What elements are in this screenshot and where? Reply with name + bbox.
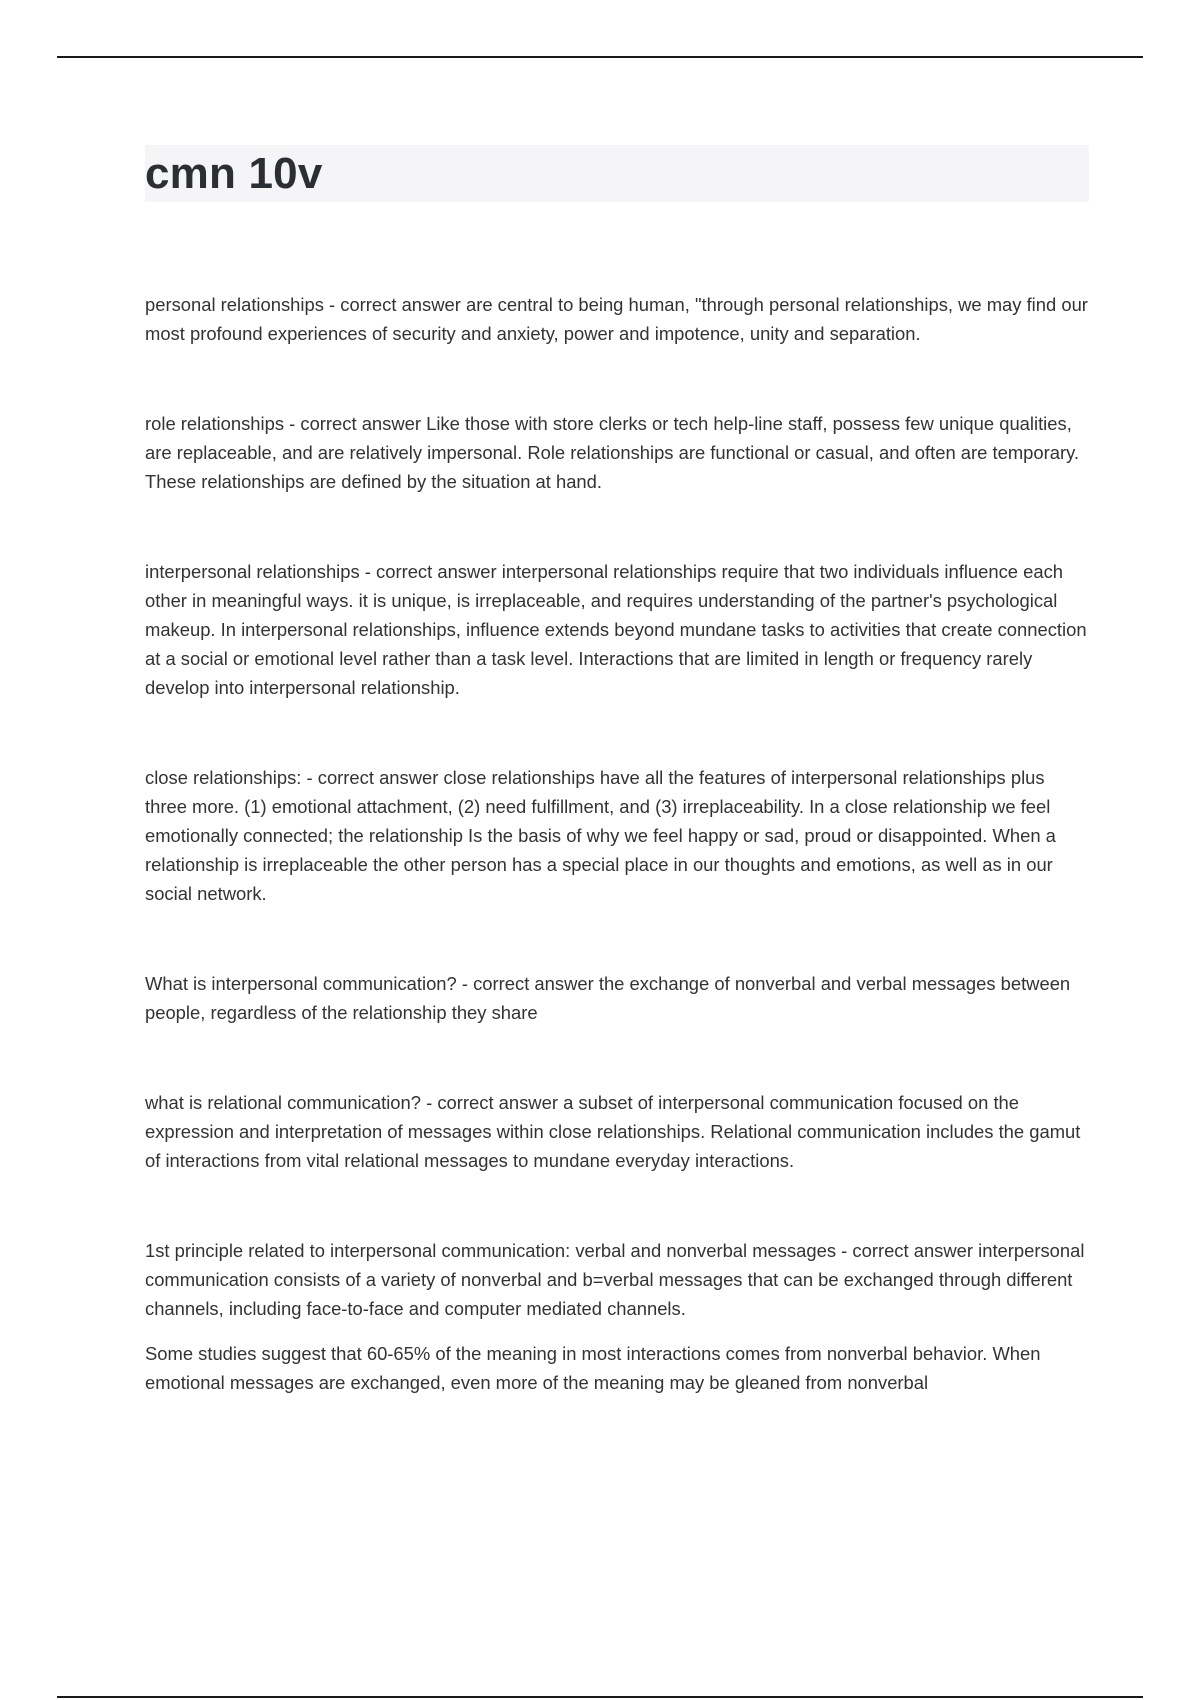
entry-separator: - correct answer <box>323 294 466 315</box>
entry-term: 1st principle related to interpersonal communication: verbal and nonverbal messages <box>145 1240 837 1261</box>
entry-term: close relationships: <box>145 767 302 788</box>
entry-term: interpersonal relationships <box>145 561 360 582</box>
entry-role-relationships <box>145 409 1091 496</box>
entry-separator: - correct answer <box>359 561 502 582</box>
continuation-paragraph: Some studies suggest that 60-65% of the meaning in most interactions comes from nonverbal behavior. When emotional messages are exchanged, even more of the meaning may be gleaned from nonverbal <box>145 1343 1041 1393</box>
entry-first-principle <box>145 1236 1091 1323</box>
entry-answer: are central to being human, "through personal relationships, we may find our most profound experiences of security and anxiety, power and impotence, unity and separation. <box>145 294 1088 344</box>
entry-term: What is interpersonal communication? <box>145 973 457 994</box>
entry-answer: the exchange of nonverbal and verbal messages between people, regardless of the relationship they share <box>145 973 1071 1023</box>
entry-term: personal relationships <box>145 294 324 315</box>
entry-term: role relationships <box>145 413 285 434</box>
entry-answer: interpersonal communication consists of a variety of nonverbal and b=verbal messages that can be exchanged through different channels, including face-to-face and computer mediated channels. <box>145 1240 1085 1319</box>
entry-separator: - correct answer <box>836 1240 979 1261</box>
document-title: cmn 10v <box>145 149 323 198</box>
top-rule <box>57 56 1143 58</box>
entry-close-relationships <box>145 763 1091 908</box>
entry-relational-communication <box>145 1088 1091 1175</box>
document-body <box>145 290 1091 1397</box>
entry-personal-relationships <box>145 290 1091 348</box>
entry-answer: close relationships have all the features of interpersonal relationships plus three more. (1) emotional attachment, (2) need fulfillment, and (3) irreplaceability. In a close relationship we feel emotionally connected; the relationship Is the basis of why we feel happy or sad, proud or disappointed. When a relationship is irreplaceable the other person has a special place in our thoughts and emotions, as well as in our social network. <box>145 767 1056 904</box>
bottom-rule <box>57 1696 1143 1698</box>
entry-answer: Like those with store clerks or tech help-line staff, possess few unique qualities, are replaceable, and are relatively impersonal. Role relationships are functional or casual, and often are temporary. These relationships are defined by the situation at hand. <box>145 413 1080 492</box>
entry-separator: - correct answer <box>456 973 599 994</box>
entry-separator: - correct answer <box>301 767 444 788</box>
entry-separator: - correct answer <box>421 1092 564 1113</box>
entry-interpersonal-relationships <box>145 557 1091 702</box>
entry-answer: interpersonal relationships require that two individuals influence each other in meaningful ways. it is unique, is irreplaceable, and requires understanding of the partner's psychological makeup. In interpersonal relationships, influence extends beyond mundane tasks to activities that create connection at a social or emotional level rather than a task level. Interactions that are limited in length or frequency rarely develop into interpersonal relationship. <box>145 561 1087 698</box>
entry-separator: - correct answer <box>284 413 427 434</box>
entry-interpersonal-communication <box>145 969 1091 1027</box>
entry-answer: a subset of interpersonal communication focused on the expression and interpretation of messages within close relationships. Relational communication includes the gamut of interactions from vital relational messages to mundane everyday interactions. <box>145 1092 1081 1171</box>
entry-term: what is relational communication? <box>145 1092 421 1113</box>
